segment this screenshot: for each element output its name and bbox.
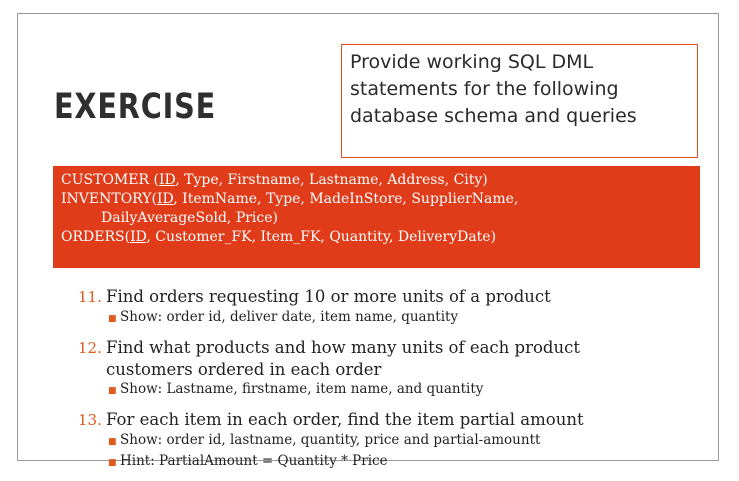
question-text: Find orders requesting 10 or more units of a product	[106, 287, 551, 306]
primary-key: ID	[157, 191, 174, 207]
question-item	[78, 409, 708, 473]
primary-key: ID	[158, 172, 176, 188]
schema-box	[53, 166, 700, 268]
schema-inventory-continuation: DailyAverageSold, Price)	[101, 210, 278, 226]
question-number: 11.	[78, 288, 102, 306]
bullet-text: Show: order id, deliver date, item name, quantity	[120, 309, 459, 325]
question-number: 12.	[78, 339, 102, 357]
table-columns: , Type, Firstname, Lastname, Address, City)	[175, 172, 488, 188]
bullet-text: Show: order id, lastname, quantity, price and partial-amountt	[120, 432, 541, 448]
table-columns: , Customer_FK, Item_FK, Quantity, DeliveryDate)	[146, 229, 497, 245]
schema-customer	[61, 171, 692, 190]
bullet-text: Show: Lastname, firstname, item name, and quantity	[120, 381, 484, 397]
question-bullet	[108, 431, 708, 452]
primary-key: ID	[130, 229, 147, 245]
slide-title: EXERCISE	[54, 87, 217, 127]
bullet-text: Hint: PartialAmount = Quantity * Price	[120, 453, 388, 469]
table-name: CUSTOMER (	[61, 172, 159, 188]
question-bullet	[108, 452, 708, 473]
question-bullet	[108, 308, 708, 329]
bullet-icon: ■	[108, 437, 117, 447]
table-columns: , ItemName, Type, MadeInStore, SupplierName,	[173, 191, 519, 207]
question-text: Find what products and how many units of each product	[106, 338, 580, 357]
callout-line: database schema and queries	[350, 105, 637, 127]
callout-line: Provide working SQL DML	[350, 51, 594, 73]
question-item	[78, 286, 708, 329]
callout-line: statements for the following	[350, 78, 619, 100]
bullet-icon: ■	[108, 314, 117, 324]
instruction-callout	[341, 44, 698, 158]
question-item	[78, 337, 708, 401]
bullet-icon: ■	[108, 458, 117, 468]
question-bullet	[108, 380, 708, 401]
question-list	[78, 286, 708, 481]
question-number: 13.	[78, 411, 102, 429]
table-name: ORDERS(	[61, 229, 131, 245]
bullet-icon: ■	[108, 386, 117, 396]
question-text-continuation: customers ordered in each order	[106, 360, 382, 379]
question-text: For each item in each order, find the item partial amount	[106, 410, 584, 429]
schema-orders	[61, 228, 692, 247]
table-name: INVENTORY(	[61, 191, 157, 207]
schema-inventory	[61, 190, 692, 209]
